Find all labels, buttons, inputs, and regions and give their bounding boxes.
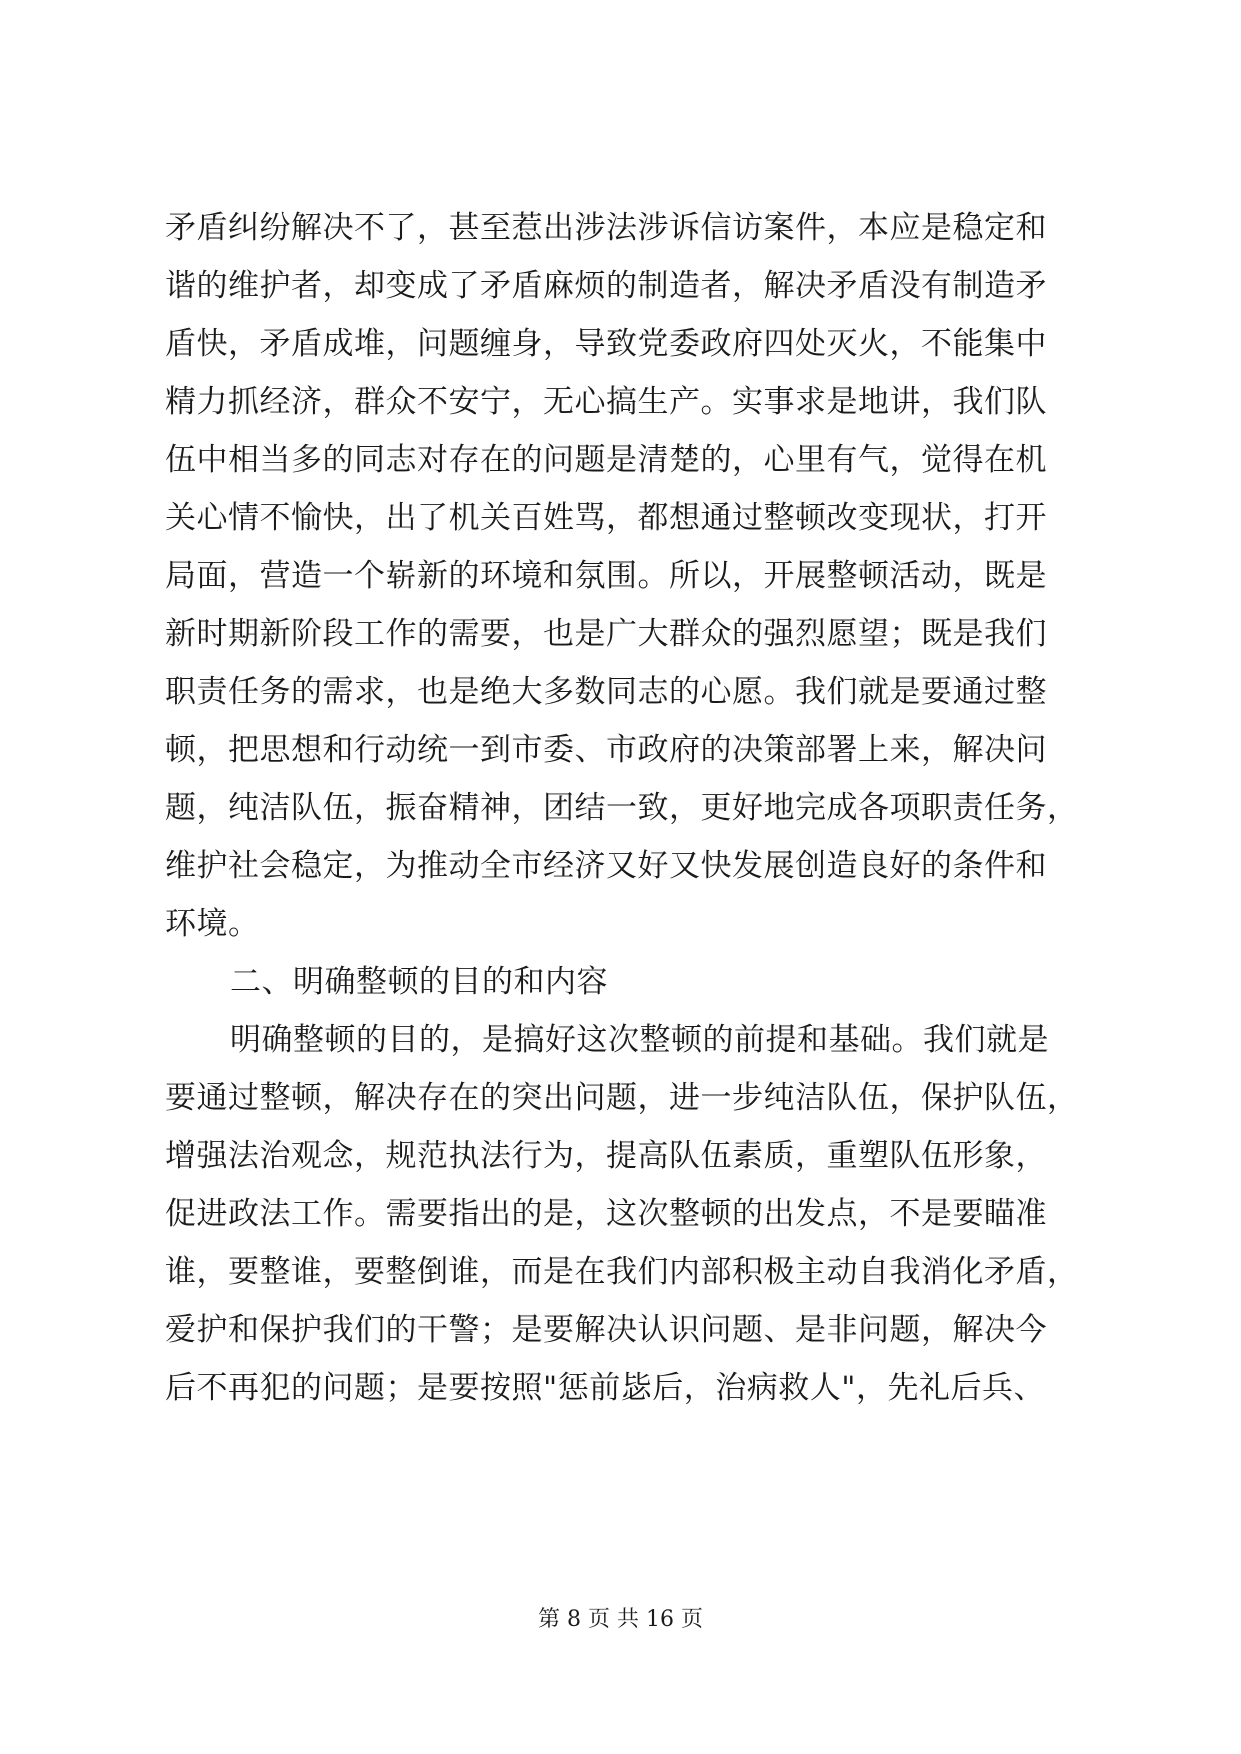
body-text-line: 促进政法工作。需要指出的是，这次整顿的出发点，不是要瞄准 (165, 1196, 1047, 1232)
body-text-line: 题，纯洁队伍，振奋精神，团结一致，更好地完成各项职责任务， (165, 790, 1079, 826)
body-text-line: 伍中相当多的同志对存在的问题是清楚的，心里有气，觉得在机 (165, 442, 1047, 478)
body-text-line: 职责任务的需求，也是绝大多数同志的心愿。我们就是要通过整 (165, 674, 1047, 710)
body-text-line: 增强法治观念，规范执法行为，提高队伍素质，重塑队伍形象， (165, 1138, 1047, 1174)
body-text-line: 爱护和保护我们的干警；是要解决认识问题、是非问题，解决今 (165, 1312, 1047, 1348)
section-heading: 二、明确整顿的目的和内容 (230, 964, 608, 1000)
body-text-line: 矛盾纠纷解决不了，甚至惹出涉法涉诉信访案件，本应是稳定和 (165, 210, 1047, 246)
body-text-line: 要通过整顿，解决存在的突出问题，进一步纯洁队伍，保护队伍， (165, 1080, 1079, 1116)
body-text-line: 维护社会稳定，为推动全市经济又好又快发展创造良好的条件和 (165, 848, 1047, 884)
page-number-footer: 第 8 页 共 16 页 (538, 1607, 703, 1632)
body-text-line: 局面，营造一个崭新的环境和氛围。所以，开展整顿活动，既是 (165, 558, 1047, 594)
body-text-line: 精力抓经济，群众不安宁，无心搞生产。实事求是地讲，我们队 (165, 384, 1047, 420)
body-text-line: 顿，把思想和行动统一到市委、市政府的决策部署上来，解决问 (165, 732, 1047, 768)
body-text-line: 盾快，矛盾成堆，问题缠身，导致党委政府四处灭火，不能集中 (165, 326, 1047, 362)
body-text-line: 谐的维护者，却变成了矛盾麻烦的制造者，解决矛盾没有制造矛 (165, 268, 1047, 304)
body-text-line: 新时期新阶段工作的需要，也是广大群众的强烈愿望；既是我们 (165, 616, 1047, 652)
body-text-line: 关心情不愉快，出了机关百姓骂，都想通过整顿改变现状，打开 (165, 500, 1047, 536)
body-text-line: 后不再犯的问题；是要按照"惩前毖后，治病救人"，先礼后兵、 (165, 1370, 1046, 1406)
body-text-line: 环境。 (165, 906, 260, 942)
body-text-line: 谁，要整谁，要整倒谁，而是在我们内部积极主动自我消化矛盾， (165, 1254, 1079, 1290)
paragraph-first-line: 明确整顿的目的，是搞好这次整顿的前提和基础。我们就是 (230, 1022, 1049, 1058)
